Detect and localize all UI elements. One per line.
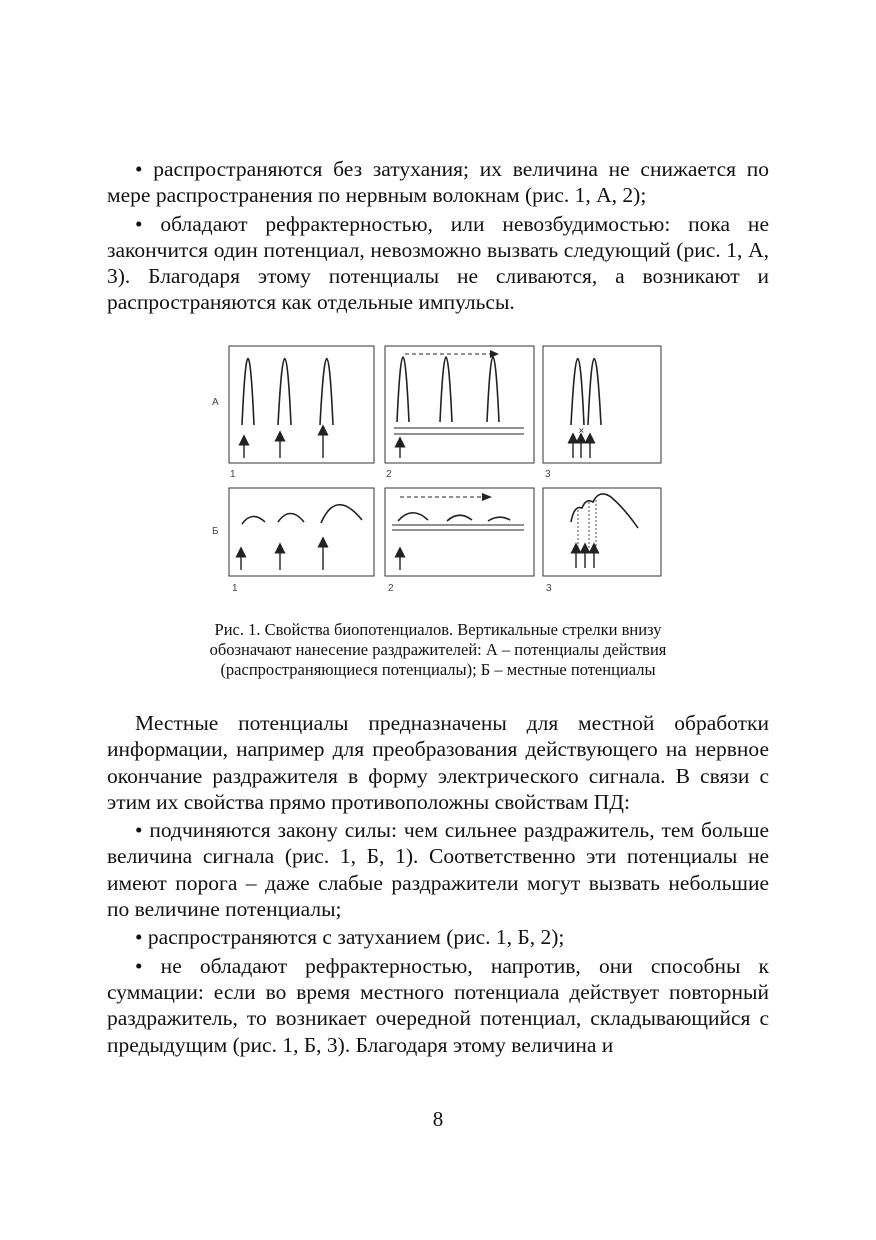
col-label-a3: 3 [545,469,551,480]
panel-b2 [385,488,534,576]
caption-line-3: (распространяющиеся потенциалы); Б – местные потенциалы [220,660,656,679]
text-bottom [107,710,769,1058]
bullet-decay: • распространяются с затуханием (рис. 1, Б, 2); [135,925,565,950]
paragraph-local-potentials: Местные потенциалы предназначены для местной обработки информации, например для преобразования действующего на нервное окончание раздражителя в форму электрического сигнала. В связи с этим их свойства прямо противоположны свойствам ПД: [107,711,769,814]
bullet-summation: • не обладают рефрактерностью, напротив, они способны к суммации: если во время местного потенциала действует повторный раздражитель, то возникает очередной потенциал, складывающийся с предыдущим (рис. 1, Б, 3). Благодаря этому величина и [107,953,769,1057]
col-label-a1: 1 [230,469,236,480]
caption-line-2: обозначают нанесение раздражителей: А – потенциалы действия [209,640,667,659]
row-label-a: А [212,397,219,408]
col-label-b3: 3 [546,583,552,594]
row-label-b: Б [212,526,219,537]
panel-b3 [543,488,661,576]
bullet-refractory: • обладают рефрактерностью, или невозбудимостью: пока не закончится один потенциал, невозможно вызвать следующий (рис. 1, А, 3). Благодаря этому потенциалы не сливаются, а возникают и распространяются как отдельные импульсы. [107,211,769,315]
col-label-a2: 2 [386,469,392,480]
page-number: 8 [432,1107,444,1131]
panel-b1 [229,488,374,576]
panel-a2 [385,346,534,463]
panel-a3 [543,346,661,463]
svg-text:×: × [578,426,585,435]
caption-line-1: Рис. 1. Свойства биопотенциалов. Вертикальные стрелки внизу [214,620,662,639]
bullet-force-law: • подчиняются закону силы: чем сильнее раздражитель, тем больше величина сигнала (рис. 1, Б, 1). Соответственно эти потенциалы не имеют порога – даже слабые раздражители могут вызвать небольшие по величине потенциалы; [107,818,769,922]
figure-caption [107,620,769,680]
col-label-b1: 1 [232,583,238,594]
bullet-no-decay: • распространяются без затухания; их величина не снижается по мере распространения по нервным волокнам (рис. 1, А, 2); [107,157,769,208]
col-label-b2: 2 [388,583,394,594]
panel-a1 [229,346,374,463]
